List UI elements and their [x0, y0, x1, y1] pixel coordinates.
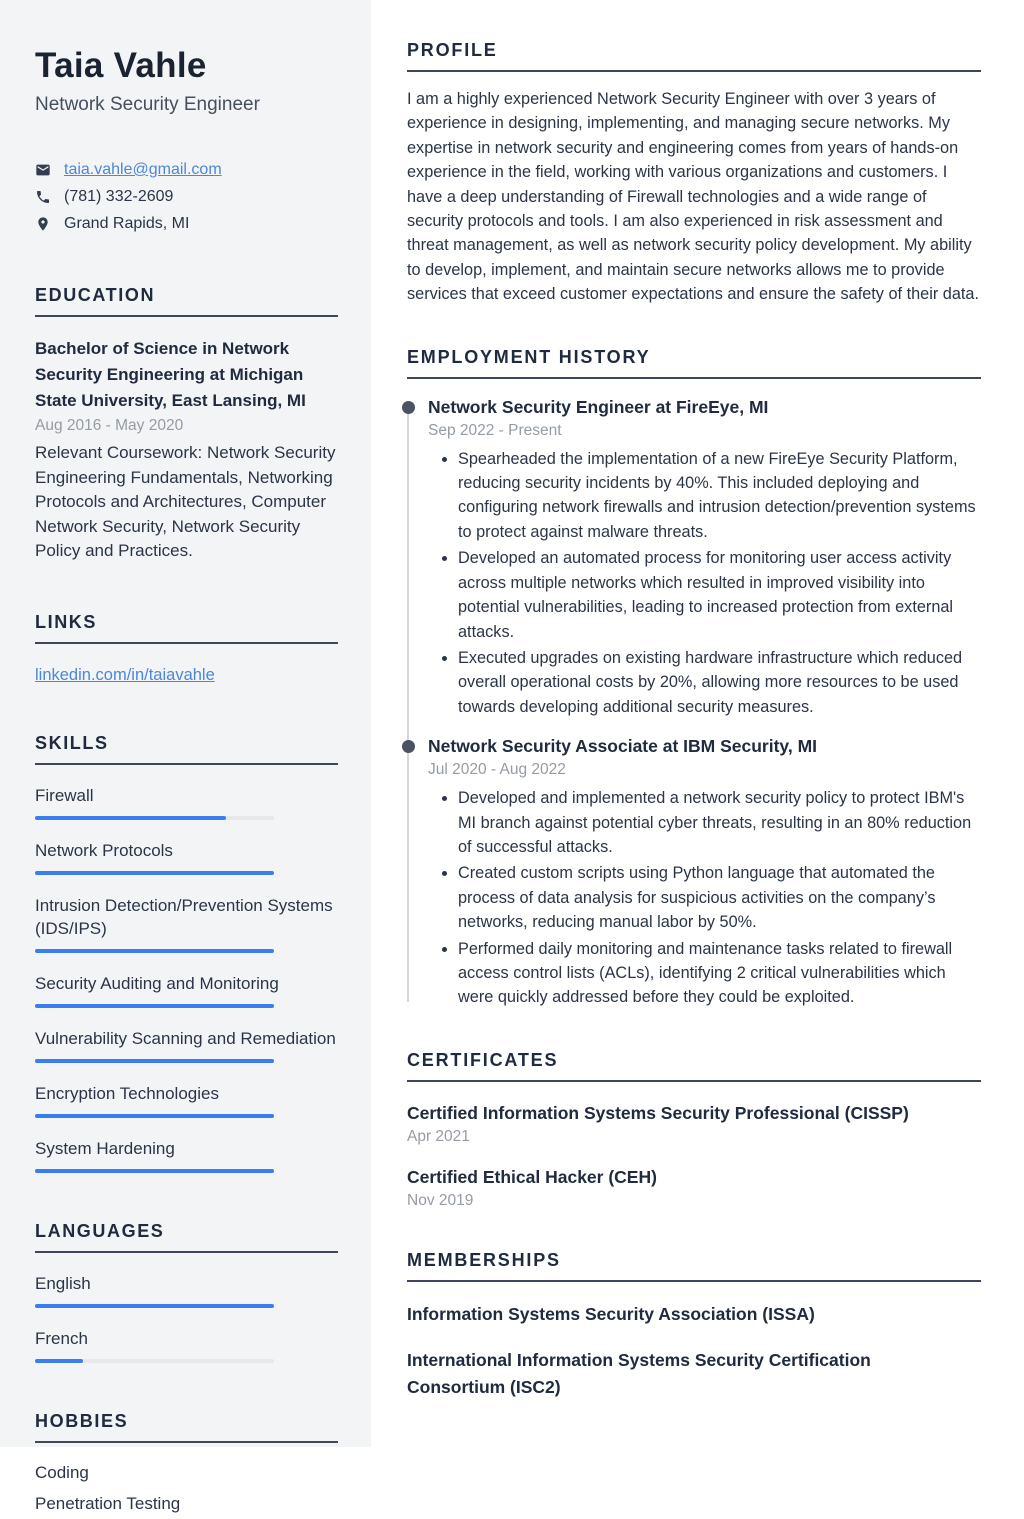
membership-item: International Information Systems Security Certification Consortium (ISC2) [407, 1349, 871, 1397]
skill-item [35, 894, 338, 953]
candidate-title: Network Security Engineer [35, 94, 260, 115]
skill-label: Vulnerability Scanning and Remediation [35, 1028, 336, 1048]
skill-label: Security Auditing and Monitoring [35, 973, 279, 993]
skill-label: Network Protocols [35, 840, 173, 860]
skill-item [35, 1137, 338, 1173]
hobby-item: Penetration Testing [35, 1493, 181, 1513]
linkedin-link[interactable]: linkedin.com/in/taiavahle [35, 665, 215, 684]
skill-label: Encryption Technologies [35, 1083, 219, 1103]
employment-section [407, 347, 981, 1010]
language-bar-track [35, 1304, 274, 1308]
certificate-item [407, 1101, 981, 1146]
certificate-date: Apr 2021 [407, 1127, 470, 1145]
timeline-dot-icon [402, 740, 415, 753]
skill-bar-fill [35, 949, 274, 953]
hobbies-section [35, 1411, 338, 1519]
hobby-item: Coding [35, 1462, 89, 1482]
membership-item: Information Systems Security Association (ISSA) [407, 1303, 815, 1324]
job-bullet: • Executed upgrades on existing hardware infrastructure which reduced overall operational costs by 20%, allowing more resources to be used towards developing additional security measures. [458, 646, 981, 719]
profile-section [407, 40, 981, 307]
language-item [35, 1327, 338, 1363]
hobbies-heading: HOBBIES [35, 1411, 338, 1443]
skill-bar-fill [35, 1169, 274, 1173]
job-title: Network Security Associate at IBM Security, MI [428, 736, 818, 757]
contact-location-row [35, 215, 338, 233]
languages-section [35, 1221, 338, 1363]
phone-icon [35, 189, 51, 205]
skill-label: System Hardening [35, 1138, 175, 1158]
email-link[interactable]: taia.vahle@gmail.com [64, 161, 222, 178]
job-dates: Jul 2020 - Aug 2022 [428, 761, 566, 779]
skill-bar-fill [35, 1059, 274, 1063]
job-bullet-list [428, 447, 981, 719]
profile-text: I am a highly experienced Network Security Engineer with over 3 years of experience in designing, implementing, and managing secure networks. My expertise in network security and engineering comes from years of hands-on experience in the field, working with various organizations and customers. I have a deep understanding of Firewall technologies and a wide range of security protocols and tools. I am also experienced in risk assessment and threat management, as well as network security policy development. My ability to develop, implement, and maintain secure networks allows me to provide services that exceed customer expectations and ensure the safety of their data. [407, 90, 979, 304]
links-section [35, 612, 338, 685]
job-bullet: • Performed daily monitoring and maintenance tasks related to firewall access control lists (ACLs), identifying 2 critical vulnerabilities which were quickly addressed before they could be exploited. [458, 937, 981, 1010]
language-label: French [35, 1328, 88, 1348]
job-dates: Sep 2022 - Present [428, 421, 562, 439]
language-item [35, 1272, 338, 1308]
education-section [35, 285, 338, 564]
skill-item [35, 1082, 338, 1118]
job-bullet-list [428, 786, 981, 1010]
job-bullet: • Developed an automated process for monitoring user access activity across multiple networks which resulted in improved visibility into potential vulnerabilities, leading to increased protection from external attacks. [458, 546, 981, 644]
skill-bar-fill [35, 816, 226, 820]
contact-block [35, 161, 338, 233]
skill-bar-track [35, 1169, 274, 1173]
employment-heading: EMPLOYMENT HISTORY [407, 347, 981, 379]
language-bar-fill [35, 1304, 274, 1308]
candidate-name: Taia Vahle [35, 46, 207, 85]
contact-phone-row [35, 188, 338, 206]
location-pin-icon [35, 216, 51, 232]
certificate-item [407, 1165, 981, 1210]
skill-item [35, 839, 338, 875]
memberships-section [407, 1250, 981, 1401]
skills-heading: SKILLS [35, 733, 338, 765]
skill-bar-track [35, 949, 274, 953]
profile-heading: PROFILE [407, 40, 981, 72]
job-bullet: • Developed and implemented a network security policy to protect IBM's MI branch against potential cyber threats, resulting in an 80% reduction of successful attacks. [458, 786, 981, 859]
education-heading: EDUCATION [35, 285, 338, 317]
education-degree: Bachelor of Science in Network Security Engineering at Michigan State University, East Lansing, MI [35, 339, 306, 410]
education-description: Relevant Coursework: Network Security Engineering Fundamentals, Networking Protocols and Architectures, Computer Network Security, Network Security Policy and Practices. [35, 443, 336, 560]
skill-item [35, 972, 338, 1008]
links-heading: LINKS [35, 612, 338, 644]
skill-bar-fill [35, 1004, 274, 1008]
job-entry [407, 396, 981, 719]
certificate-title: Certified Ethical Hacker (CEH) [407, 1166, 657, 1187]
skill-item [35, 784, 338, 820]
language-bar-track [35, 1359, 274, 1363]
skill-bar-fill [35, 871, 274, 875]
certificate-title: Certified Information Systems Security Professional (CISSP) [407, 1102, 909, 1123]
skill-bar-track [35, 1059, 274, 1063]
certificates-heading: CERTIFICATES [407, 1050, 981, 1082]
certificate-date: Nov 2019 [407, 1191, 474, 1209]
skill-label: Firewall [35, 785, 94, 805]
phone-number: (781) 332-2609 [64, 188, 174, 205]
job-bullet: • Created custom scripts using Python language that automated the process of data analysis for suspicious activities on the company’s networks, reducing manual labor by 50%. [458, 861, 981, 934]
location-text: Grand Rapids, MI [64, 215, 190, 232]
education-dates: Aug 2016 - May 2020 [35, 417, 184, 434]
skill-bar-fill [35, 1114, 274, 1118]
job-title: Network Security Engineer at FireEye, MI [428, 396, 769, 417]
language-bar-fill [35, 1359, 83, 1363]
certificates-section [407, 1050, 981, 1210]
skill-bar-track [35, 816, 274, 820]
memberships-heading: MEMBERSHIPS [407, 1250, 981, 1282]
skill-item [35, 1027, 338, 1063]
email-icon [35, 162, 51, 178]
employment-timeline [407, 396, 981, 1010]
hobbies-list [35, 1457, 338, 1519]
timeline-dot-icon [402, 401, 415, 414]
contact-email-row [35, 161, 338, 179]
skill-bar-track [35, 871, 274, 875]
language-label: English [35, 1273, 91, 1293]
job-bullet: • Spearheaded the implementation of a new FireEye Security Platform, reducing security incidents by 40%. This included deploying and configuring network firewalls and intrusion detection/prevention systems to protect against malware threats. [458, 447, 981, 545]
languages-heading: LANGUAGES [35, 1221, 338, 1253]
job-entry [407, 735, 981, 1010]
skill-bar-track [35, 1114, 274, 1118]
skill-label: Intrusion Detection/Prevention Systems (IDS/IPS) [35, 895, 333, 938]
main-column [371, 0, 1024, 1447]
skills-section [35, 733, 338, 1173]
sidebar [0, 0, 371, 1513]
skill-bar-track [35, 1004, 274, 1008]
